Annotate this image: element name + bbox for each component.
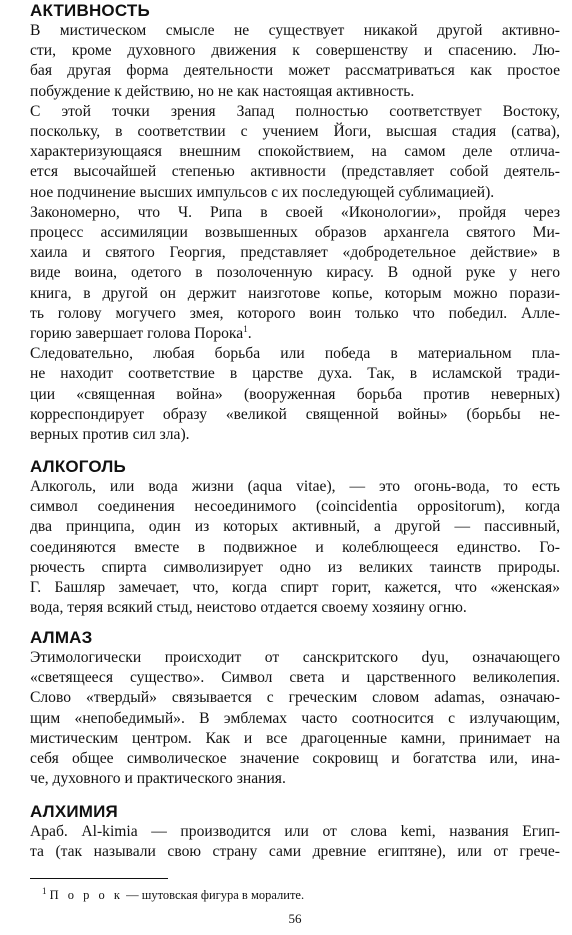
text-line: ное подчинение высших импульсов с их последующей сублимацией).	[30, 183, 495, 201]
page-number: 56	[288, 911, 302, 926]
entry-title: АЛМАЗ	[30, 628, 93, 647]
paragraph	[30, 822, 560, 862]
text-line: хаила и святого Георгия, представляет «добродетельное действие» в	[30, 244, 560, 262]
entry-diamond	[30, 627, 560, 789]
paragraph	[30, 477, 560, 618]
text-line: поскольку, в соответствии с учением Йоги, высшая стадия (сатва),	[30, 123, 560, 141]
document-page	[30, 0, 560, 935]
text-line: горию завершает голова Порока	[30, 325, 244, 343]
footnote-marker: 1	[42, 885, 47, 896]
text-line: Слово «твердый» связывается с греческим словом adamas, означаю-	[30, 689, 560, 707]
paragraph	[30, 203, 560, 344]
paragraph	[30, 102, 560, 203]
footnote-reference: 1	[243, 323, 248, 334]
text-line: рючесть спирта символизирует одно из великих таинств природы.	[30, 558, 560, 576]
text-line: Закономерно, что Ч. Рипа в своей «Иконологии», пройдя через	[30, 203, 560, 221]
text-line: Этимологически происходит от санскритского dyu, означающего	[30, 649, 560, 666]
text-line-with-note: горию завершает голова Порока$^1$.	[30, 323, 252, 343]
entry-title: АЛХИМИЯ	[30, 802, 118, 821]
text-line: «светящееся существо». Символ света и царственного великолепия.	[30, 669, 560, 687]
text-line: книга, в другой он держит наизготове копье, которым можно порази-	[30, 284, 560, 302]
text-line: ть голову могучего змея, которого воин только что победил. Алле-	[30, 304, 560, 322]
paragraph	[30, 648, 560, 789]
text-line: символ соединения несоединимого (coincidentia oppositorum), когда	[30, 498, 560, 516]
paragraph	[30, 344, 560, 445]
footnote-term: П о р о к	[49, 888, 123, 902]
text-line: виде воина, одетого в позолоченную кирасу. В одной руке у него	[30, 264, 560, 282]
text-line: щим «непобедимый». В эмблемах часто соотносится с излучающим,	[30, 709, 560, 727]
text-line: че, духовного и практического знания.	[30, 770, 286, 788]
text-line: Г. Башляр замечает, что, когда спирт горит, кажется, что «женская»	[30, 579, 560, 597]
entry-alchemy	[30, 801, 560, 862]
paragraph	[30, 21, 560, 102]
entry-activity	[30, 0, 560, 445]
text-line: Следовательно, любая борьба или победа в материальном пла-	[30, 345, 560, 363]
text-line: ции «священная война» (вооруженная борьба против неверных)	[30, 385, 560, 403]
text-line: характеризующаяся внешним спокойствием, на самом деле отлича-	[30, 143, 560, 161]
entry-alcohol	[30, 456, 560, 618]
text-line: В мистическом смысле не существует никакой другой активно-	[30, 22, 560, 39]
text-line: бая другая форма деятельности может рассматриваться как простое	[30, 62, 560, 80]
text-line: ется высочайшей степенью активности (представляет собой деятель-	[30, 163, 560, 181]
text-line: корреспондирует образу «великой священной войны» (борьбы не-	[30, 405, 560, 423]
text-line: С этой точки зрения Запад полностью соответствует Востоку,	[30, 102, 560, 120]
text-line: верных против сил зла).	[30, 426, 190, 444]
footnote-divider	[30, 878, 168, 879]
text-line: себя общее символическое значение сокровищ и богатства или, ина-	[30, 750, 560, 768]
entry-title: АКТИВНОСТЬ	[30, 1, 150, 20]
text-line: два принципа, один из которых активный, а другой — пассивный,	[30, 518, 560, 536]
entry-title: АЛКОГОЛЬ	[30, 457, 126, 476]
footnote-text: — шутовская фигура в моралите.	[122, 888, 305, 902]
text-line: Араб. Al-kimia — производится или от слова kemi, названия Егип-	[30, 823, 560, 840]
text-line: побуждение к действию, но не как настоящая активность.	[30, 82, 415, 100]
footnote	[42, 887, 304, 903]
text-line: Алкоголь, или вода жизни (aqua vitae), — это огонь-вода, то есть	[30, 478, 560, 495]
text-line: соединяются вместе в подвижное и колеблющееся единство. Го-	[30, 538, 560, 556]
text-line: мистическим центром. Как и все драгоценные камни, принимает на	[30, 729, 560, 747]
text-line: вода, теряя всякий стыд, неистово отдается своему хозяину огню.	[30, 599, 467, 617]
text-line: не находит соответствие в царстве духа. Так, в исламской тради-	[30, 365, 560, 383]
text-line: та (так называли свою страну сами древние египтяне), или от грече-	[30, 843, 560, 861]
text-line: процесс ассимиляции возвышенных образов архангела святого Ми-	[30, 224, 560, 242]
text-line: сти, кроме духовного движения к совершенству и спасению. Лю-	[30, 42, 560, 60]
